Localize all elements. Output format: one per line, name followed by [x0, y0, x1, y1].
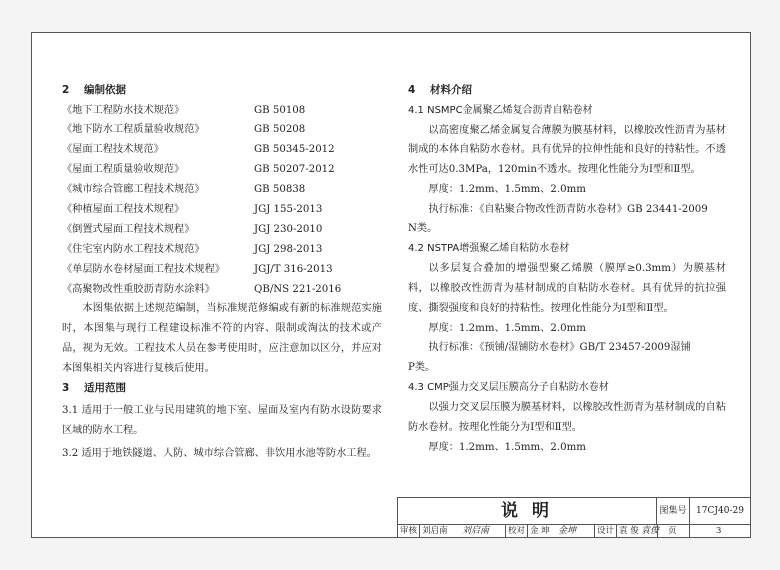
section-4-heading: 4 材料介绍	[408, 84, 472, 96]
material-4-1-desc: 以高密度聚乙烯金属复合薄膜为膜基材料，以橡胶改性沥青为基材制成的本体自粘防水卷材。具有优异的拉伸性能和良好的持粘性。不透水性可达0.3MPa，120min不透水。按理化性能分为Ⅰ型和Ⅱ型。	[408, 124, 726, 176]
material-4-2-thickness: 厚度：1.2mm、1.5mm、2.0mm	[428, 322, 586, 334]
material-4-2-title: 4.2 NSTPA增强聚乙烯自粘防水卷材	[408, 243, 570, 255]
design-label: 设计	[597, 526, 615, 536]
title-block	[397, 497, 750, 538]
standard-row: 《屋面工程技术规范》 GB 50345-2012	[62, 144, 335, 156]
standard-row: 《倒置式屋面工程技术规程》 JGJ 230-2010	[62, 223, 323, 235]
material-4-1-standard: 执行标准：《自粘聚合物改性沥青防水卷材》GB 23441-2009	[428, 203, 708, 215]
atlas-number: 17CJ40-29	[696, 506, 744, 516]
check-label: 校对	[508, 526, 526, 536]
scope-item-3-2: 3.2 适用于地铁隧道、人防、城市综合管廊、非饮用水池等防水工程。	[62, 447, 377, 459]
atlas-label: 图集号	[657, 498, 690, 524]
checker-name: 金 坤	[530, 526, 550, 536]
standard-row: 《屋面工程质量验收规范》 GB 50207-2012	[62, 164, 335, 176]
standard-row: 《住宅室内防水工程技术规范》 JGJ 298-2013	[62, 243, 323, 255]
material-4-1-standard-cont: N类。	[408, 223, 438, 235]
section-3-heading: 3 适用范围	[62, 381, 126, 394]
scope-item-3-1: 3.1 适用于一般工业与民用建筑的地下室、屋面及室内有防水设防要求区域的防水工程。	[62, 405, 382, 436]
left-column	[62, 81, 382, 463]
standard-row: 《高聚物改性重胶沥青防水涂料》 QB/NS 221-2016	[62, 283, 342, 295]
standards-list	[62, 101, 382, 300]
material-4-2-desc: 以多层复合叠加的增强型聚乙烯膜（膜厚≥0.3mm）为膜基材料，以橡胶改性沥青为基材制成的自粘防水卷材。具有优异的抗拉强度、撕裂强度和良好的持粘性。按理化性能分为Ⅰ型和Ⅱ型。	[408, 263, 726, 314]
sheet-title: 说 明	[398, 498, 657, 524]
material-4-3-desc: 以强力交叉层压膜为膜基材料，以橡胶改性沥青为基材制成的自粘防水卷材。按理化性能分为Ⅰ型和Ⅱ型。	[408, 402, 726, 433]
review-label: 审核	[400, 526, 418, 536]
material-4-2-standard-cont: P类。	[408, 362, 436, 374]
section-2-heading: 2 编制依据	[62, 84, 126, 96]
page-number: 3	[716, 526, 722, 536]
checker-signature: 金坤	[558, 526, 577, 536]
material-4-1-title: 4.1 NSMPC金属聚乙烯复合沥青自粘卷材	[408, 104, 593, 116]
reviewer-signature: 刘启南	[462, 526, 490, 536]
basis-note: 本图集依据上述规范编制，当标准规范修编或有新的标准规范实施时，本图集与现行工程建设标准不符的内容、限制或淘汰的技术或产品，视为无效。工程技术人员在参考使用时，应注意加以区分，并应对本图集相关内容进行复核后使用。	[62, 303, 382, 374]
signature-row	[398, 525, 750, 538]
designer-signature: 袁俊	[641, 526, 660, 536]
standard-row: 《单层防水卷材屋面工程技术规程》 JGJ/T 316-2013	[62, 263, 333, 275]
material-4-3-thickness: 厚度：1.2mm、1.5mm、2.0mm	[428, 441, 586, 453]
page-label: 页	[668, 526, 677, 536]
reviewer-name: 刘启南	[422, 526, 448, 536]
right-column	[408, 81, 726, 457]
drawing-sheet	[31, 32, 751, 538]
standard-row: 《种植屋面工程技术规程》 JGJ 155-2013	[62, 203, 323, 215]
material-4-2-standard: 执行标准：《预铺/湿铺防水卷材》GB/T 23457-2009湿铺	[428, 342, 691, 354]
designer-name: 袁 俊	[619, 526, 639, 536]
standard-row: 《地下工程防水技术规范》 GB 50108	[62, 104, 306, 116]
standard-row: 《城市综合管廊工程技术规范》 GB 50838	[62, 184, 306, 196]
material-4-3-title: 4.3 CMP强力交叉层压膜高分子自粘防水卷材	[408, 382, 609, 394]
standard-row: 《地下防水工程质量验收规范》 GB 50208	[62, 124, 306, 136]
material-4-1-thickness: 厚度：1.2mm、1.5mm、2.0mm	[428, 183, 586, 195]
